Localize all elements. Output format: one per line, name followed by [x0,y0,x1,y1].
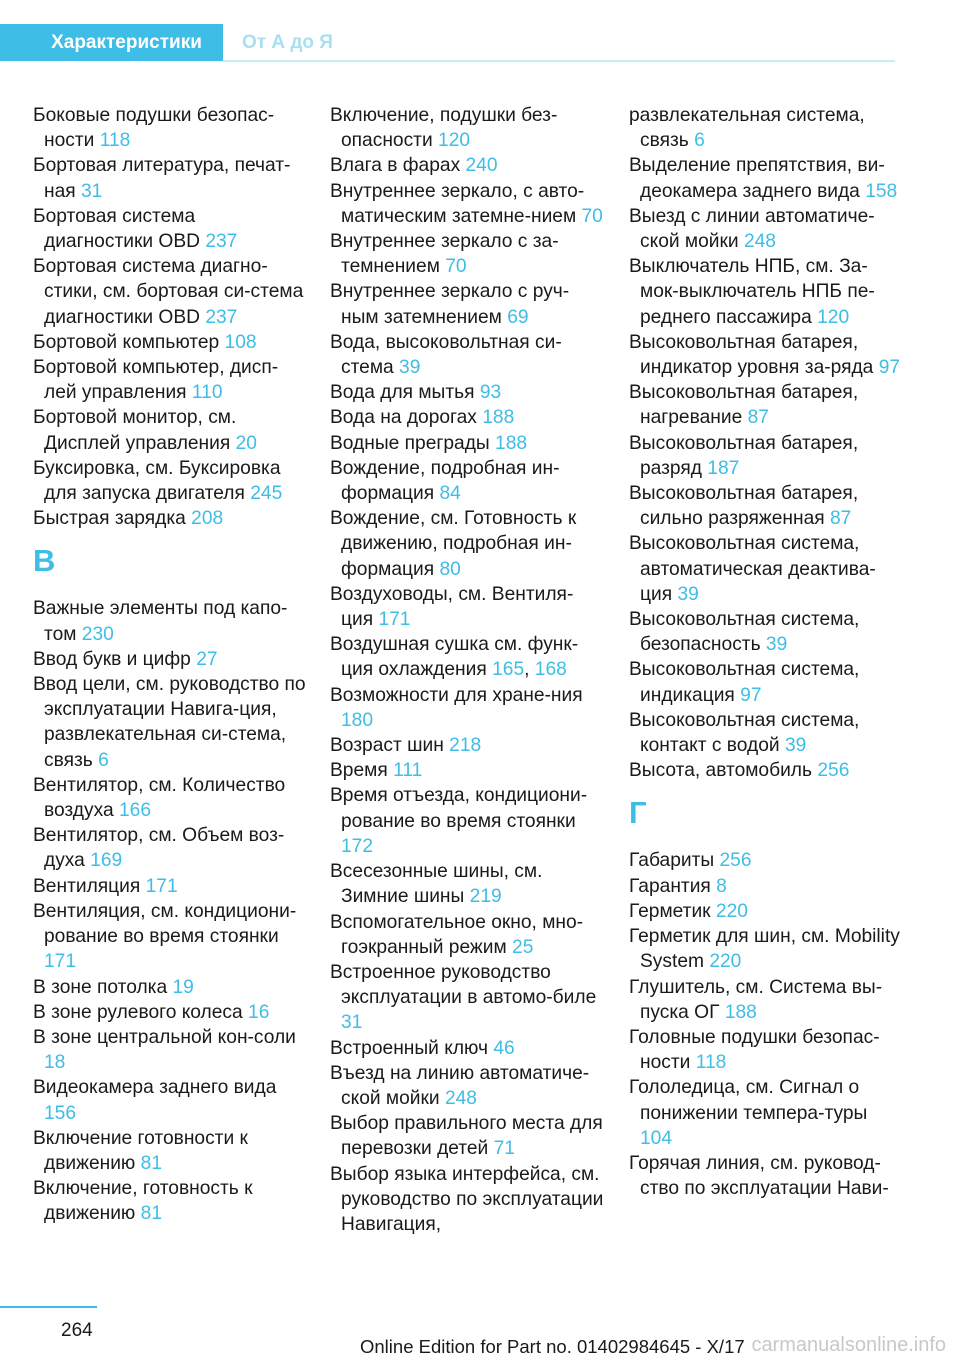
tab-characteristics[interactable]: Характеристики [0,24,223,61]
tab-a-to-z[interactable]: От А до Я [242,31,333,53]
page-link[interactable]: 187 [707,457,740,479]
index-entry [330,1111,605,1161]
index-entry [330,683,605,733]
index-term: Внутреннее зеркало с за-темнением [330,231,559,278]
index-term: Вождение, см. Готовность к движению, подробная ин-формация [330,508,577,580]
index-term: Воздушная сушка см. функ-ция охлаждения [330,634,579,681]
index-entry [330,103,605,153]
index-entry [629,1075,904,1151]
page-link[interactable]: 111 [393,760,423,782]
index-term: Вода, высоковольтная си-стема [330,331,562,379]
index-entry [33,1176,308,1226]
page-link[interactable]: 171 [145,875,178,897]
index-entry [629,103,904,153]
index-term: Включение, подушки без-опасности [330,105,558,152]
index-entry [629,874,904,899]
page-link[interactable]: 27 [196,648,218,670]
page-link[interactable]: 110 [191,382,223,404]
index-entry [33,1025,308,1075]
index-term: Время отъезда, кондициони-рование во время стоянки [330,785,588,832]
index-entry [33,874,308,899]
page-link[interactable]: 256 [719,850,752,872]
page-link[interactable]: 230 [81,623,114,645]
page-link[interactable]: 81 [140,1203,163,1225]
index-term: Высоковольтная система, индикация [629,659,860,706]
page-link[interactable]: 6 [98,749,109,771]
index-entry [33,103,308,153]
index-entry [330,153,605,178]
page-link[interactable]: 70 [581,205,603,227]
page-link[interactable]: 39 [399,357,421,379]
index-entry [629,481,904,531]
footer-rule [0,1306,97,1308]
index-entry [330,1036,605,1061]
page-link[interactable]: 220 [715,900,748,922]
page-link[interactable]: 93 [479,382,502,404]
index-entry [33,330,308,355]
index-entry [33,647,308,672]
page-link[interactable]: 104 [640,1127,673,1149]
index-term: Влага в фарах [330,155,461,177]
index-term: Вода для мытья [330,382,475,404]
index-entry [330,179,605,229]
index-letter-heading: Г [629,795,647,831]
index-term: Гарантия [629,875,711,897]
index-term: Бортовая литература, печат-ная [33,155,291,202]
index-entry [330,330,605,380]
page-link[interactable]: 248 [743,231,776,253]
index-entry [330,758,605,783]
index-entry [629,254,904,330]
index-term: Высоковольтная система, контакт с водой [629,709,860,757]
index-term: Включение готовности к движению [33,1127,248,1174]
index-term: Встроенное руководство эксплуатации в автомо-биле [330,961,597,1009]
index-entry [629,975,904,1025]
page-link[interactable]: 84 [439,483,461,505]
index-term: Бортовая система диагностики OBD [33,205,200,253]
page-link[interactable]: 8 [716,875,727,897]
index-term: Ввод букв и цифр [33,648,191,670]
index-entry [629,330,904,380]
index-term: Буксировка, см. Буксировка для запуска двигателя [33,457,281,505]
index-entry [33,1000,308,1025]
index-entry [330,783,605,859]
index-term: Высоковольтная батарея, сильно разряженная [629,483,859,530]
index-entry [33,823,308,873]
index-term: Высоковольтная система, безопасность [629,609,860,656]
page-link[interactable]: 168 [534,659,567,681]
index-term: Всесезонные шины, см. Зимние шины [330,861,543,908]
page-link[interactable]: 6 [694,130,705,152]
index-term: Высоковольтная батарея, нагревание [629,382,859,429]
index-entry [629,848,904,873]
page-link[interactable]: 256 [817,760,850,782]
index-entry [330,405,605,430]
index-term: Вспомогательное окно, мно-гоэкранный режим [330,911,584,958]
index-term: Глушитель, см. Система вы-пуска ОГ [629,976,883,1023]
index-term: Выбор правильного места для перевозки детей [330,1113,603,1160]
index-entry [629,899,904,924]
index-entry [330,960,605,1036]
page-link[interactable]: 120 [438,130,471,152]
page-link[interactable]: 31 [81,180,103,202]
index-entry: Воздушная сушка см. функ-ция охлаждения 165, 168 [330,634,579,681]
page-link[interactable]: 39 [677,583,699,605]
index-term: Высоковольтная система, автоматическая деактива-ция [629,533,876,605]
page-link[interactable]: 120 [817,306,850,328]
page-link[interactable]: 220 [709,951,742,973]
index-entry [330,229,605,279]
index-term: Возможности для хране-ния [330,684,583,706]
index-term: Герметик для шин, см. Mobility System [629,926,900,973]
index-term: Ввод цели, см. руководство по эксплуатации Навига-ция, развлекательная си-стема, связь [33,674,306,771]
index-entry [330,1061,605,1111]
index-entry [330,1162,605,1238]
index-term: Въезд на линию автоматиче-ской мойки [330,1062,590,1109]
index-term: В зоне центральной кон-соли [33,1026,296,1048]
page-link[interactable]: 18 [44,1052,66,1074]
page-link[interactable]: 118 [99,130,131,152]
index-term: Встроенный ключ [330,1037,488,1059]
index-term: Габариты [629,850,715,872]
index-term: Головные подушки безопас-ности [629,1026,880,1074]
page-link[interactable]: 80 [439,558,461,580]
index-term: Включение, готовность к движению [33,1178,253,1225]
index-entry [629,708,904,758]
page-link[interactable]: 19 [172,976,194,998]
page-link[interactable]: 71 [493,1138,515,1160]
page-link[interactable]: 87 [829,508,852,530]
index-term: Внутреннее зеркало, с авто-матическим затемне-нием [330,180,585,227]
page-link[interactable]: 69 [507,306,529,328]
page-link[interactable]: 188 [724,1001,757,1023]
index-term: Высоковольтная батарея, разряд [629,432,859,479]
index-entry [33,456,308,506]
index-entry [629,431,904,481]
index-entry [33,506,308,531]
index-term: Боковые подушки безопас-ности [33,105,275,152]
index-term: Вождение, подробная ин-формация [330,457,560,505]
index-term: Вода на дорогах [330,407,477,429]
page-link[interactable]: 240 [465,155,498,177]
index-entry [629,380,904,430]
index-entry [629,924,904,974]
page-link[interactable]: 158 [865,180,898,202]
index-term: Возраст шин [330,735,444,757]
index-term: Выделение препятствия, ви-деокамера заднего вида [629,155,885,202]
page-link[interactable]: 188 [482,407,515,429]
index-entry [330,582,605,632]
index-term: Вентилятор, см. Объем воз-духа [33,825,285,872]
index-entry [629,1151,904,1201]
index-entry [33,405,308,455]
page-link[interactable]: 97 [878,357,901,379]
index-column-2 [330,103,605,1237]
page-link[interactable]: 208 [191,508,224,530]
index-entry [33,153,308,203]
index-column-1 [33,103,308,1227]
index-entry [33,1126,308,1176]
page-link[interactable]: 118 [695,1052,727,1074]
index-term: Важные элементы под капо-том [33,598,288,645]
index-entry [33,773,308,823]
page-link[interactable]: 46 [493,1037,515,1059]
page-link[interactable]: 248 [444,1087,477,1109]
page-link[interactable]: 39 [784,735,807,757]
index-entry [33,204,308,254]
index-entry [330,279,605,329]
index-term: Выбор языка интерфейса, см. руководство по эксплуатации Навигация, [330,1163,604,1235]
index-entry [330,733,605,758]
index-letter-heading: В [33,543,56,579]
header-divider [223,60,895,62]
index-term: Бортовой монитор, см. Дисплей управления [33,407,237,454]
page-link[interactable]: 39 [765,634,788,656]
page-link[interactable]: 172 [341,835,374,857]
index-term: Время [330,760,388,782]
page-link[interactable]: 87 [747,407,769,429]
index-entry [33,975,308,1000]
index-entry [33,899,308,975]
index-entry [629,153,904,203]
edition-text: Online Edition for Part no. 01402984645 - X/17 [360,1336,745,1357]
page-link[interactable]: 156 [44,1102,77,1124]
page-link[interactable]: 180 [341,709,374,731]
page-link[interactable]: 219 [469,886,502,908]
index-term: развлекательная система, связь [629,105,865,152]
index-entry [33,1075,308,1125]
index-term: В зоне рулевого колеса [33,1001,243,1023]
index-term: Быстрая зарядка [33,508,186,530]
index-term: Высота, автомобиль [629,760,813,782]
index-entry [629,758,904,783]
page-link[interactable]: 97 [740,684,762,706]
index-entry [330,431,605,456]
index-entry [629,607,904,657]
index-term: Герметик [629,900,711,922]
page-link[interactable]: 70 [445,256,467,278]
page-link[interactable]: 31 [341,1012,363,1034]
index-term: Бортовой компьютер [33,331,220,353]
watermark: carmanualsonline.info [751,1334,946,1356]
index-term: Высоковольтная батарея, индикатор уровня за-ряда [629,331,874,379]
page-link[interactable]: 237 [205,306,238,328]
page-link[interactable]: 171 [378,609,411,631]
index-entry [629,657,904,707]
page-link[interactable]: 218 [449,735,482,757]
index-term: Выезд с линии автоматиче-ской мойки [629,205,875,253]
index-entry [33,672,308,773]
page-number: 264 [61,1320,93,1341]
page-link[interactable]: 237 [205,231,238,253]
index-entry [33,355,308,405]
index-entry [330,506,605,582]
index-term: Видеокамера заднего вида [33,1077,277,1099]
index-term: Вентиляция, см. кондициони-рование во время стоянки [33,900,297,948]
index-term: Водные преграды [330,432,490,454]
index-entry [330,859,605,909]
header-tabs [0,24,895,62]
page-link[interactable]: 169 [90,850,123,872]
index-entry [330,910,605,960]
index-entry [330,380,605,405]
page-link[interactable]: 245 [250,483,283,505]
index-term: Горячая линия, см. руковод-ство по эксплуатации Нави- [629,1152,889,1200]
index-term: Воздуховоды, см. Вентиля-ция [330,583,574,631]
page-link[interactable]: 25 [512,936,534,958]
index-entry [330,456,605,506]
index-entry [33,254,308,330]
page-link[interactable]: 171 [44,951,77,973]
page-link[interactable]: 20 [235,432,257,454]
index-term: Гололедица, см. Сигнал о понижении темпера-туры [629,1077,868,1124]
page-link[interactable]: 108 [224,331,257,353]
index-column-3 [629,103,904,1201]
index-term: Бортовая система диагно-стики, см. бортовая си-стема диагностики OBD [33,256,304,328]
index-term: Внутреннее зеркало с руч-ным затемнением [330,281,570,328]
page-link[interactable]: 165 [492,659,525,681]
index-entry [33,596,308,646]
index-term: Бортовой компьютер, дисп-лей управления [33,357,279,404]
index-term: Вентиляция [33,875,141,897]
page-link[interactable]: 81 [140,1152,163,1174]
index-term: Выключатель НПБ, см. За-мок-выключатель НПБ пе-реднего пассажира [629,256,875,328]
page-link[interactable]: 166 [119,800,152,822]
page-link[interactable]: 16 [248,1001,270,1023]
index-entry [629,531,904,607]
page-link[interactable]: 188 [495,432,528,454]
index-term: Вентилятор, см. Количество воздуха [33,774,286,822]
index-entry [629,1025,904,1075]
index-entry [629,204,904,254]
index-term: В зоне потолка [33,976,168,998]
